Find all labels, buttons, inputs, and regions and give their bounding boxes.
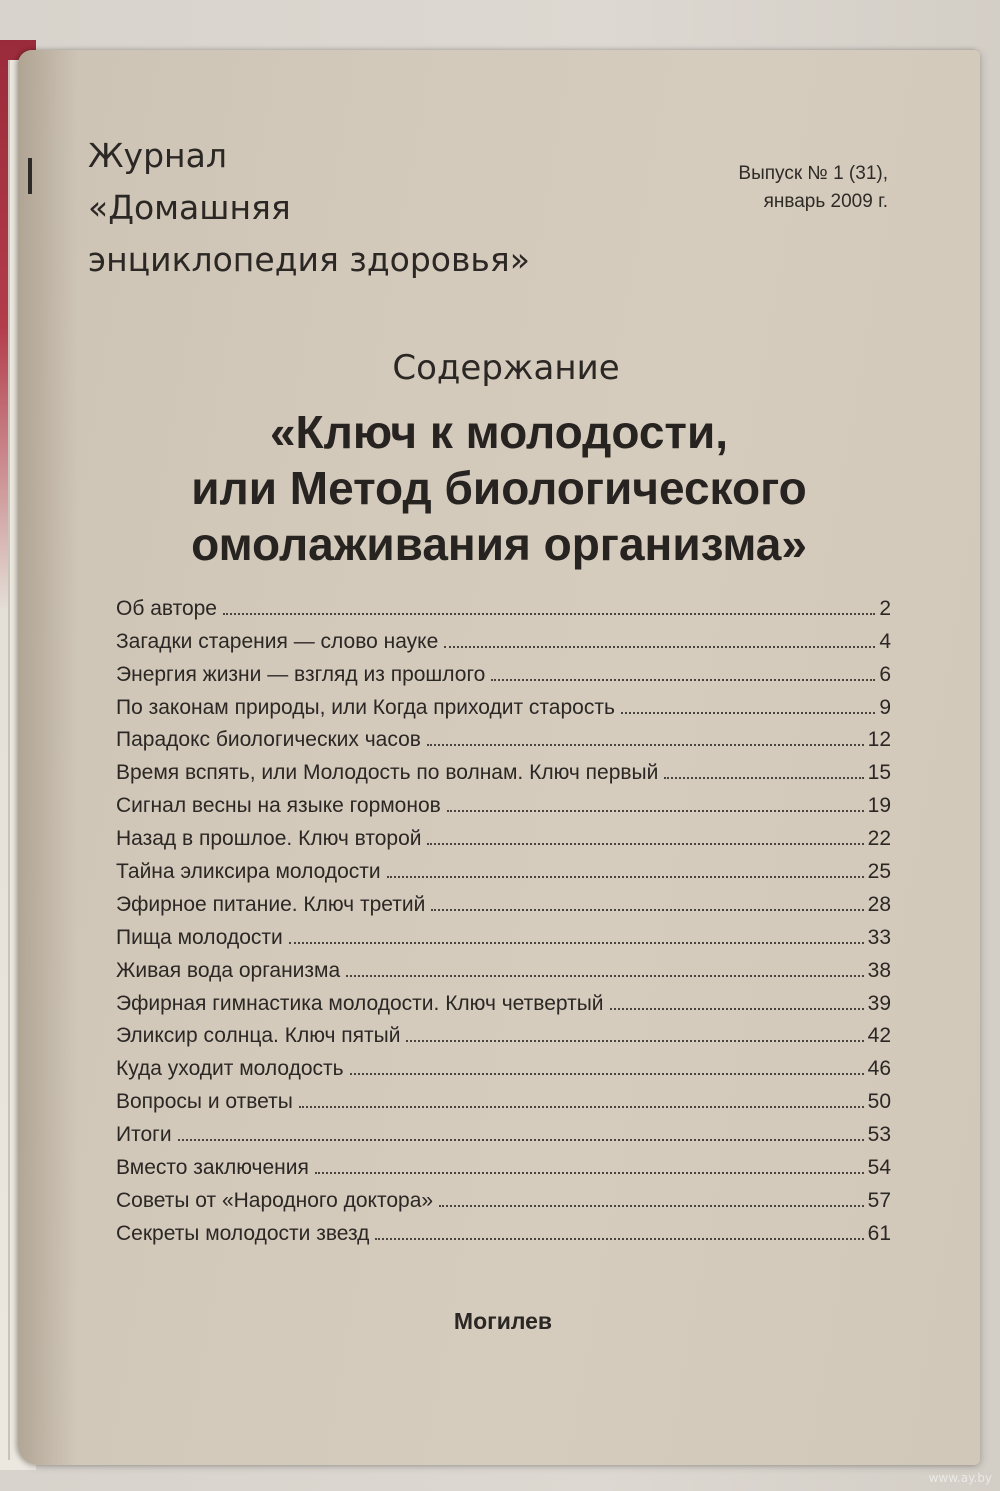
toc-leader-dots bbox=[289, 942, 864, 944]
toc-item-title: Загадки старения — слово науке bbox=[116, 629, 439, 653]
toc-leader-dots bbox=[387, 876, 864, 878]
issue-date: январь 2009 г. bbox=[763, 191, 888, 212]
toc-item bbox=[116, 752, 891, 785]
toc-item-title: Вопросы и ответы bbox=[116, 1090, 293, 1114]
toc-item-page: 39 bbox=[867, 991, 891, 1015]
toc-item bbox=[116, 1114, 891, 1147]
toc-item-page: 54 bbox=[867, 1156, 891, 1180]
toc-leader-dots bbox=[299, 1106, 864, 1108]
toc-item-page: 38 bbox=[867, 958, 891, 982]
book-title bbox=[18, 404, 980, 572]
toc-leader-dots bbox=[447, 810, 864, 812]
toc-item bbox=[116, 687, 891, 720]
toc-leader-dots bbox=[350, 1073, 864, 1075]
toc-item bbox=[116, 950, 891, 983]
toc-leader-dots bbox=[375, 1238, 863, 1240]
toc-item-page: 15 bbox=[867, 761, 891, 785]
toc-item-page: 42 bbox=[867, 1024, 891, 1048]
toc-item bbox=[116, 1213, 891, 1246]
toc-item-title: Об авторе bbox=[116, 596, 217, 620]
toc-item-page: 57 bbox=[867, 1188, 891, 1212]
toc-item-page: 12 bbox=[867, 728, 891, 752]
journal-name-line-3: энциклопедия здоровья» bbox=[88, 240, 530, 279]
toc-leader-dots bbox=[439, 1205, 864, 1207]
toc-item-page: 61 bbox=[867, 1221, 891, 1245]
toc-item-page: 2 bbox=[879, 596, 891, 620]
toc-item-title: Пища молодости bbox=[116, 925, 283, 949]
toc-item bbox=[116, 588, 891, 621]
toc-leader-dots bbox=[178, 1139, 864, 1141]
toc-item bbox=[116, 1081, 891, 1114]
toc-item-title: Вместо заключения bbox=[116, 1156, 309, 1180]
toc-item bbox=[116, 851, 891, 884]
publication-city: Могилев bbox=[453, 1308, 553, 1334]
book-title-line-2: или Метод биологического bbox=[191, 462, 807, 514]
journal-name-line-2: «Домашняя bbox=[88, 188, 291, 227]
toc-item bbox=[116, 785, 891, 818]
toc-item-title: Секреты молодости звезд bbox=[116, 1221, 370, 1245]
toc-leader-dots bbox=[444, 646, 875, 648]
toc-item bbox=[116, 884, 891, 917]
toc-item-page: 4 bbox=[879, 629, 891, 653]
toc-leader-dots bbox=[431, 909, 863, 911]
toc-item-page: 6 bbox=[879, 662, 891, 686]
toc-item-title: По законам природы, или Когда приходит старость bbox=[116, 695, 615, 719]
toc-leader-dots bbox=[610, 1008, 864, 1010]
toc-item-page: 28 bbox=[867, 892, 891, 916]
toc-leader-dots bbox=[315, 1172, 864, 1174]
toc-item bbox=[116, 917, 891, 950]
spine-mark bbox=[28, 158, 32, 194]
toc-item bbox=[116, 1147, 891, 1180]
toc-item-page: 46 bbox=[867, 1057, 891, 1081]
journal-name-line-1: Журнал bbox=[88, 136, 227, 175]
watermark: www.ay.by bbox=[928, 1471, 992, 1485]
toc-leader-dots bbox=[223, 613, 875, 615]
toc-item-page: 22 bbox=[867, 827, 891, 851]
toc-item-title: Живая вода организма bbox=[116, 958, 341, 982]
toc-item-title: Сигнал весны на языке гормонов bbox=[116, 794, 441, 818]
toc-item-title: Эликсир солнца. Ключ пятый bbox=[116, 1024, 401, 1048]
toc-item-title: Эфирное питание. Ключ третий bbox=[116, 892, 426, 916]
toc-item-title: Эфирная гимнастика молодости. Ключ четвертый bbox=[116, 991, 604, 1015]
toc-leader-dots bbox=[621, 712, 875, 714]
book-title-line-3: омолаживания организма» bbox=[191, 518, 807, 570]
toc-item bbox=[116, 1016, 891, 1049]
toc-item-page: 19 bbox=[867, 794, 891, 818]
journal-name bbox=[88, 130, 530, 286]
book-title-line-1: «Ключ к молодости, bbox=[269, 406, 729, 458]
toc-leader-dots bbox=[346, 975, 864, 977]
toc-item-title: Энергия жизни — взгляд из прошлого bbox=[116, 662, 486, 686]
toc-item bbox=[116, 1048, 891, 1081]
toc-item-title: Советы от «Народного доктора» bbox=[116, 1188, 434, 1212]
toc-leader-dots bbox=[427, 843, 863, 845]
toc-leader-dots bbox=[427, 744, 864, 746]
toc-item bbox=[116, 621, 891, 654]
toc-item bbox=[116, 654, 891, 687]
toc-leader-dots bbox=[406, 1040, 863, 1042]
toc-item-page: 9 bbox=[879, 695, 891, 719]
toc-item bbox=[116, 983, 891, 1016]
toc-item-title: Куда уходит молодость bbox=[116, 1057, 344, 1081]
toc-item-title: Назад в прошлое. Ключ второй bbox=[116, 827, 422, 851]
issue-info bbox=[738, 160, 888, 216]
toc-item-title: Тайна эликсира молодости bbox=[116, 860, 381, 884]
toc-item-title: Итоги bbox=[116, 1123, 172, 1147]
toc-item bbox=[116, 1180, 891, 1213]
toc-leader-dots bbox=[491, 679, 875, 681]
toc-leader-dots bbox=[664, 777, 863, 779]
toc-item-page: 25 bbox=[867, 860, 891, 884]
page-shadow bbox=[18, 50, 78, 1465]
toc-item-title: Время вспять, или Молодость по волнам. Ключ первый bbox=[116, 761, 659, 785]
contents-page bbox=[18, 50, 980, 1465]
contents-heading: Содержание bbox=[392, 348, 620, 388]
toc-item-page: 53 bbox=[867, 1123, 891, 1147]
toc-item-page: 50 bbox=[867, 1090, 891, 1114]
toc-item bbox=[116, 720, 891, 753]
issue-number: Выпуск № 1 (31), bbox=[738, 163, 888, 184]
toc-item-page: 33 bbox=[867, 925, 891, 949]
table-of-contents bbox=[116, 588, 891, 1246]
toc-item-title: Парадокс биологических часов bbox=[116, 728, 421, 752]
toc-item bbox=[116, 818, 891, 851]
